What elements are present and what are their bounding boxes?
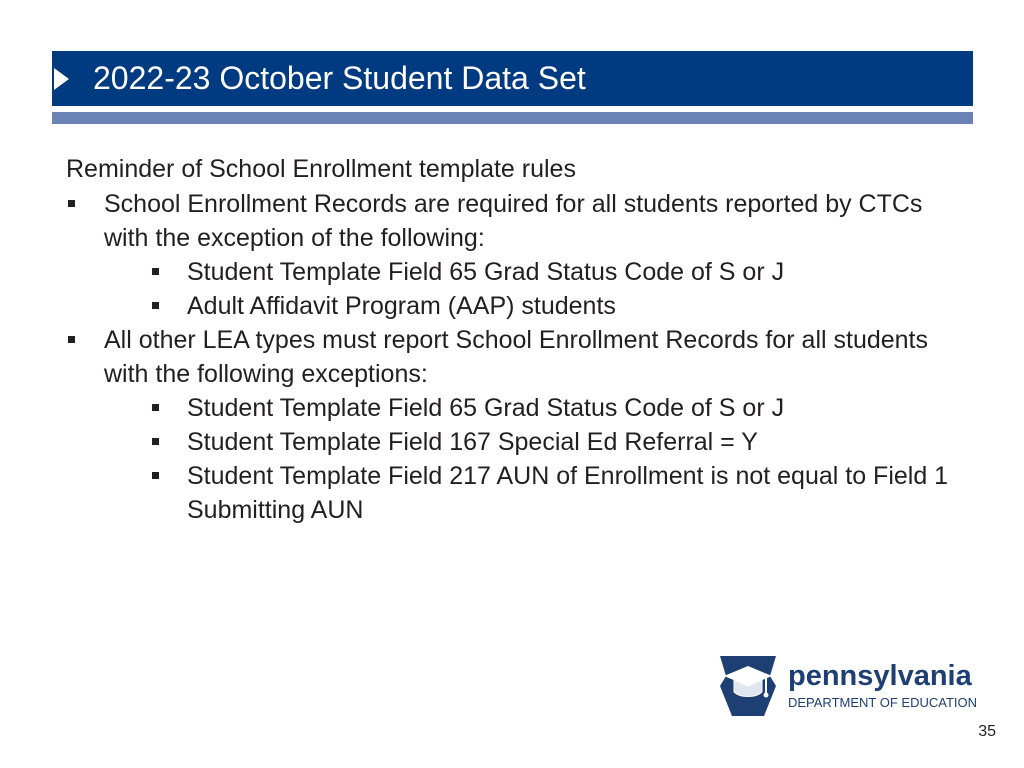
sub-bullet-text: Student Template Field 167 Special Ed Referral = Y: [187, 428, 758, 456]
square-bullet-icon: [152, 302, 159, 309]
list-item: [66, 391, 966, 425]
bullet-list: [66, 187, 966, 527]
list-item: [66, 187, 966, 255]
logo-wordmark: pennsylvania: [788, 660, 972, 692]
page-number: 35: [978, 723, 996, 740]
slide-title: 2022-23 October Student Data Set: [93, 60, 586, 96]
square-bullet-icon: [68, 200, 75, 207]
list-item: [66, 425, 966, 459]
sub-bullet-text: Student Template Field 65 Grad Status Code of S or J: [187, 258, 785, 286]
title-arrow-icon: [54, 68, 69, 90]
sub-bullet-text: Student Template Field 65 Grad Status Code of S or J: [187, 394, 785, 422]
bullet-text: School Enrollment Records are required for all students reported by CTCs with the exception of the following:: [104, 190, 923, 252]
keystone-graduation-cap-icon: [716, 654, 780, 718]
intro-text: Reminder of School Enrollment template rules: [66, 155, 576, 183]
list-item: [66, 323, 966, 391]
bullet-text: All other LEA types must report School Enrollment Records for all students with the following exceptions:: [104, 326, 928, 388]
logo-department: DEPARTMENT OF EDUCATION: [788, 695, 977, 710]
list-item: [66, 459, 966, 527]
list-item: [66, 255, 966, 289]
pa-department-of-education-logo: [716, 654, 978, 718]
sub-bullet-text: Student Template Field 217 AUN of Enrollment is not equal to Field 1 Submitting AUN: [187, 462, 949, 524]
list-item: [66, 289, 966, 323]
square-bullet-icon: [152, 472, 159, 479]
sub-bullet-text: Adult Affidavit Program (AAP) students: [187, 292, 616, 320]
square-bullet-icon: [152, 404, 159, 411]
title-underline-rule: [52, 112, 973, 124]
square-bullet-icon: [68, 336, 75, 343]
slide-body: [66, 153, 966, 527]
square-bullet-icon: [152, 438, 159, 445]
square-bullet-icon: [152, 268, 159, 275]
